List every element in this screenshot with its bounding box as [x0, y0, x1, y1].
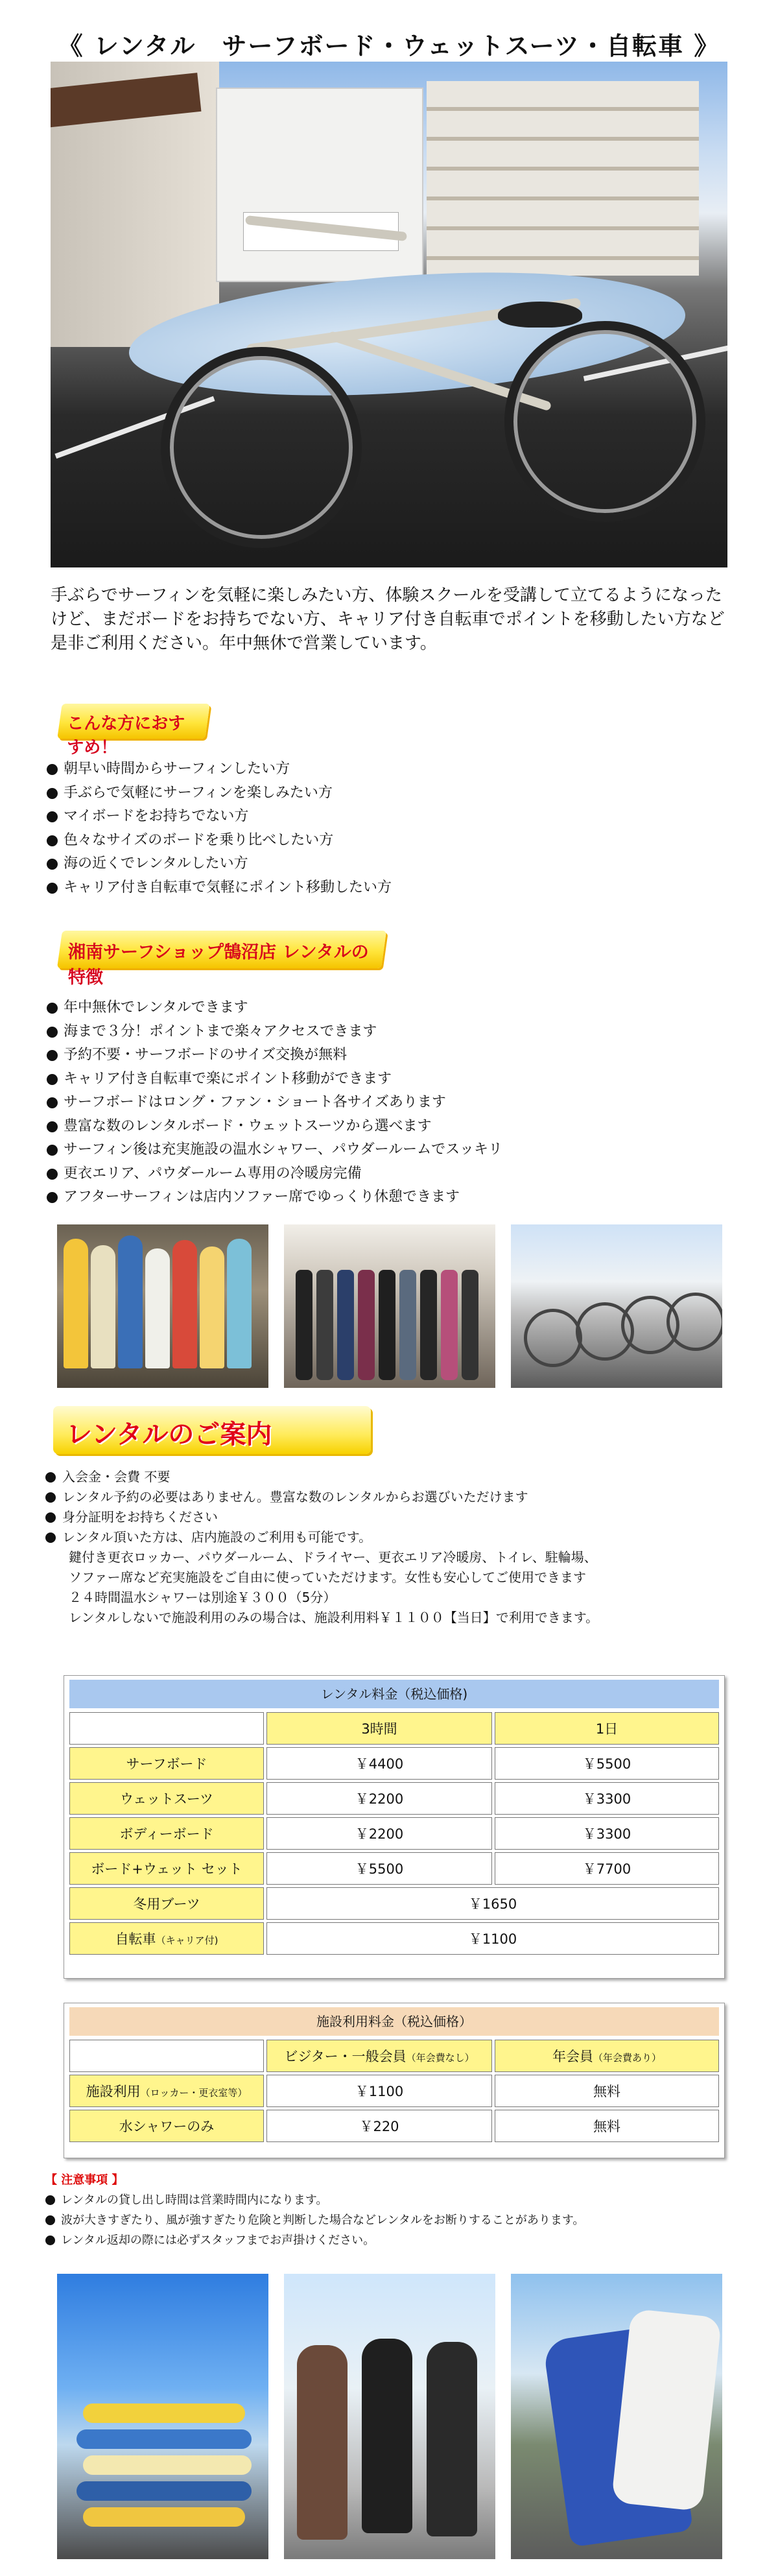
- list-item: サーフボードはロング・ファン・ショート各サイズあります: [47, 1091, 502, 1115]
- table-caption: 施設利用料金（税込価格）: [69, 2007, 719, 2036]
- list-item-continuation: レンタルしないで施設利用のみの場合は、施設利用料￥１１００【当日】で利用できます。: [69, 1610, 599, 1625]
- row-label: 冬用ブーツ: [69, 1887, 264, 1920]
- table-cell: 無料: [495, 2075, 719, 2107]
- list-item: レンタル頂いた方は、店内施設のご利用も可能です。: [45, 1527, 746, 1547]
- row-label: ボディーボード: [69, 1817, 264, 1850]
- hero-bicycle-surfboard-photo: [51, 62, 727, 567]
- column-header: ビジター・一般会員（年会費なし）: [266, 2040, 492, 2072]
- table-cell: ￥3300: [495, 1782, 719, 1815]
- list-item: サーフィン後は充実施設の温水シャワー、パウダールームでスッキリ: [47, 1138, 502, 1162]
- table-caption: レンタル料金（税込価格): [69, 1680, 719, 1708]
- notes-list: [45, 2170, 746, 2250]
- list-item: 波が大きすぎたり、風が強すぎたり危険と判断した場合などレンタルをお断りすることがあります。: [45, 2210, 746, 2230]
- list-item: 予約不要・サーフボードのサイズ交換が無料: [47, 1044, 502, 1067]
- list-item: アフターサーフィンは店内ソファー席でゆっくり休憩できます: [47, 1186, 502, 1210]
- surfboard-rack-photo: [57, 1224, 268, 1388]
- row-label: 自転車（キャリア付): [69, 1922, 264, 1955]
- row-label: 施設利用（ロッカー・更衣室等）: [69, 2075, 264, 2107]
- list-item: キャリア付き自転車で楽にポイント移動ができます: [47, 1067, 502, 1091]
- table-cell: 無料: [495, 2110, 719, 2142]
- features-list: [47, 996, 502, 1210]
- list-item: 年中無休でレンタルできます: [47, 996, 502, 1020]
- column-header: 3時間: [266, 1712, 492, 1745]
- row-label: ボード+ウェット セット: [69, 1852, 264, 1885]
- table-cell: ￥5500: [495, 1747, 719, 1780]
- table-cell: ￥1100: [266, 2075, 492, 2107]
- board-stand-photo: [57, 2274, 268, 2559]
- table-corner: [69, 2040, 264, 2072]
- facility-price-table: [64, 2003, 725, 2158]
- list-item: 豊富な数のレンタルボード・ウェットスーツから選べます: [47, 1115, 502, 1139]
- rental-guide-list: [45, 1467, 746, 1628]
- table-corner: [69, 1712, 264, 1745]
- list-item: マイボードをお持ちでない方: [47, 805, 392, 829]
- list-item: レンタルの貸し出し時間は営業時間内になります。: [45, 2190, 746, 2210]
- recommend-list: [47, 757, 392, 900]
- table-cell: ￥220: [266, 2110, 492, 2142]
- column-header: 年会員（年会費あり）: [495, 2040, 719, 2072]
- table-cell: ￥2200: [266, 1782, 492, 1815]
- list-item: 海の近くでレンタルしたい方: [47, 852, 392, 876]
- rental-guide-heading: レンタルのご案内: [53, 1406, 371, 1454]
- list-item-continuation: ２４時間温水シャワーは別途￥３００（5分）: [69, 1590, 336, 1605]
- wetsuit-rack-photo: [284, 1224, 495, 1388]
- recommend-tag: こんな方におすすめ！: [57, 704, 210, 739]
- notes-heading: 【 注意事項 】: [45, 2173, 124, 2187]
- list-item: 海まで３分！ポイントまで楽々アクセスできます: [47, 1020, 502, 1044]
- table-cell: ￥2200: [266, 1817, 492, 1850]
- table-cell: ￥4400: [266, 1747, 492, 1780]
- row-label: サーフボード: [69, 1747, 264, 1780]
- list-item: 手ぶらで気軽にサーフィンを楽しみたい方: [47, 781, 392, 805]
- intro-text: 手ぶらでサーフィンを気軽に楽しみたい方、体験スクールを受講して立てるようになったけど、まだボードをお持ちでない方、キャリア付き自転車でポイントを移動したい方など是非ご利用ください。年中無休で営業しています。: [51, 586, 725, 653]
- list-item: 朝早い時間からサーフィンしたい方: [47, 757, 392, 781]
- rental-bicycles-photo: [511, 1224, 722, 1388]
- list-item: 入会金・会費 不要: [45, 1467, 746, 1487]
- table-cell: ￥1650: [266, 1887, 719, 1920]
- list-item-continuation: 鍵付き更衣ロッカー、パウダールーム、ドライヤー、更衣エリア冷暖房、トイレ、駐輪場、: [69, 1549, 597, 1565]
- list-item: レンタル返却の際には必ずスタッフまでお声掛けください。: [45, 2230, 746, 2250]
- table-cell: ￥1100: [266, 1922, 719, 1955]
- page-title: 《 レンタル サーフボード・ウェットスーツ・自転車 》: [58, 32, 720, 60]
- row-label: 水シャワーのみ: [69, 2110, 264, 2142]
- features-tag: 湘南サーフショップ鵠沼店 レンタルの特徴: [57, 931, 386, 968]
- list-item: 更衣エリア、パウダールーム専用の冷暖房完備: [47, 1162, 502, 1186]
- table-cell: ￥3300: [495, 1817, 719, 1850]
- list-item-continuation: ソファー席など充実施設をご自由に使っていただけます。女性も安心してご使用できます: [69, 1569, 586, 1585]
- list-item: キャリア付き自転車で気軽にポイント移動したい方: [47, 876, 392, 900]
- row-label: ウェットスーツ: [69, 1782, 264, 1815]
- list-item: 色々なサイズのボードを乗り比べしたい方: [47, 829, 392, 853]
- bodyboard-photo: [511, 2274, 722, 2559]
- rental-price-table: [64, 1675, 725, 1979]
- table-cell: ￥5500: [266, 1852, 492, 1885]
- column-header: 1日: [495, 1712, 719, 1745]
- wetsuits-display-photo: [284, 2274, 495, 2559]
- list-item: 身分証明をお持ちください: [45, 1507, 746, 1527]
- list-item: レンタル予約の必要はありません。豊富な数のレンタルからお選びいただけます: [45, 1487, 746, 1507]
- table-cell: ￥7700: [495, 1852, 719, 1885]
